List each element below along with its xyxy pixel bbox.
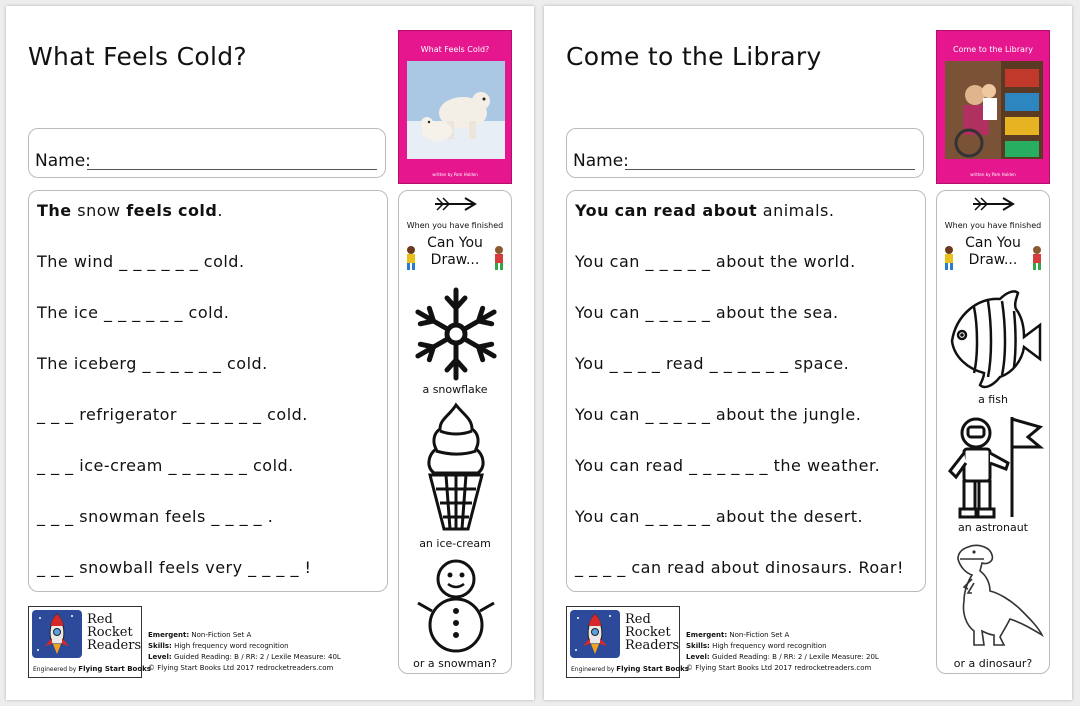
worksheet-page-left xyxy=(6,6,534,700)
sentence-1: The snow feels cold. xyxy=(37,201,223,220)
caption-dinosaur: or a dinosaur? xyxy=(953,657,1033,670)
sentence-4: The iceberg _ _ _ _ _ _ cold. xyxy=(37,354,268,373)
cover-credit: written by Pam Holden xyxy=(970,172,1016,177)
fish-icon xyxy=(944,287,1044,391)
sentence-2: You can _ _ _ _ _ about the world. xyxy=(575,252,856,271)
draw-panel xyxy=(398,190,512,674)
sentence-8: _ _ _ _ can read about dinosaurs. Roar! xyxy=(575,558,904,577)
brand-name: Red Rocket Readers xyxy=(625,612,680,653)
book-cover xyxy=(936,30,1050,184)
polar-bear-photo xyxy=(407,61,505,159)
page-title: What Feels Cold? xyxy=(28,42,247,71)
sentence-3: The ice _ _ _ _ _ _ cold. xyxy=(37,303,230,322)
name-label: Name: xyxy=(573,151,629,171)
snowflake-icon xyxy=(406,285,506,383)
name-field[interactable] xyxy=(28,128,386,178)
name-label: Name: xyxy=(35,151,91,171)
library-photo xyxy=(945,61,1043,159)
book-info: Emergent: Non-Fiction Set A Skills: High frequency word recognition Level: Guided Reading: B / RR: 2 / Lexile Measure: 20L © Flying Start Books Ltd 2017 redrocketreaders.com xyxy=(686,631,879,672)
sentence-1: You can read about animals. xyxy=(575,201,835,220)
sentence-box xyxy=(28,190,388,592)
finished-text: When you have finished xyxy=(944,221,1042,230)
rocket-icon xyxy=(32,610,82,658)
arrow-icon xyxy=(971,197,1017,211)
book-cover xyxy=(398,30,512,184)
red-rocket-readers-logo xyxy=(28,606,151,678)
engineered-by: Engineered by Flying Start Books xyxy=(571,665,689,673)
red-rocket-readers-logo xyxy=(566,606,689,678)
draw-panel xyxy=(936,190,1050,674)
child-icon xyxy=(491,245,507,271)
sentence-5: _ _ _ refrigerator _ _ _ _ _ _ cold. xyxy=(37,405,308,424)
name-field[interactable] xyxy=(566,128,924,178)
can-you-draw-heading: Can You Draw... xyxy=(427,235,483,268)
sentence-3: You can _ _ _ _ _ about the sea. xyxy=(575,303,839,322)
caption-ice-cream: an ice-cream xyxy=(419,537,491,550)
sentence-4: You _ _ _ _ read _ _ _ _ _ _ space. xyxy=(575,354,850,373)
arrow-icon xyxy=(433,197,479,211)
sentence-7: _ _ _ snowman feels _ _ _ _ . xyxy=(37,507,274,526)
sentence-8: _ _ _ snowball feels very _ _ _ _ ! xyxy=(37,558,312,577)
cover-credit: written by Pam Holden xyxy=(432,172,478,177)
book-info: Emergent: Non-Fiction Set A Skills: High frequency word recognition Level: Guided Reading: B / RR: 2 / Lexile Measure: 40L © Flying Start Books Ltd 2017 redrocketreaders.com xyxy=(148,631,341,672)
caption-astronaut: an astronaut xyxy=(957,521,1028,534)
cover-title: What Feels Cold? xyxy=(420,45,490,54)
dinosaur-icon xyxy=(944,541,1044,653)
page-title: Come to the Library xyxy=(566,42,822,71)
finished-text: When you have finished xyxy=(406,221,504,230)
sentence-6: You can read _ _ _ _ _ _ the weather. xyxy=(575,456,881,475)
sentence-6: _ _ _ ice-cream _ _ _ _ _ _ cold. xyxy=(37,456,294,475)
astronaut-icon xyxy=(944,413,1044,519)
sentence-box xyxy=(566,190,926,592)
sentence-5: You can _ _ _ _ _ about the jungle. xyxy=(575,405,862,424)
sentence-2: The wind _ _ _ _ _ _ cold. xyxy=(37,252,245,271)
name-line[interactable] xyxy=(87,169,377,170)
caption-fish: a fish xyxy=(978,393,1008,406)
child-icon xyxy=(941,245,957,271)
child-icon xyxy=(403,245,419,271)
worksheet-page-right xyxy=(544,6,1072,700)
sentence-7: You can _ _ _ _ _ about the desert. xyxy=(575,507,864,526)
rocket-icon xyxy=(570,610,620,658)
cover-title: Come to the Library xyxy=(953,45,1033,54)
name-line[interactable] xyxy=(625,169,915,170)
ice-cream-icon xyxy=(406,401,506,537)
caption-snowflake: a snowflake xyxy=(422,383,488,396)
snowman-icon xyxy=(406,555,506,655)
brand-name: Red Rocket Readers xyxy=(87,612,142,653)
engineered-by: Engineered by Flying Start Books xyxy=(33,665,151,673)
can-you-draw-heading: Can You Draw... xyxy=(965,235,1021,268)
caption-snowman: or a snowman? xyxy=(413,657,497,670)
child-icon xyxy=(1029,245,1045,271)
